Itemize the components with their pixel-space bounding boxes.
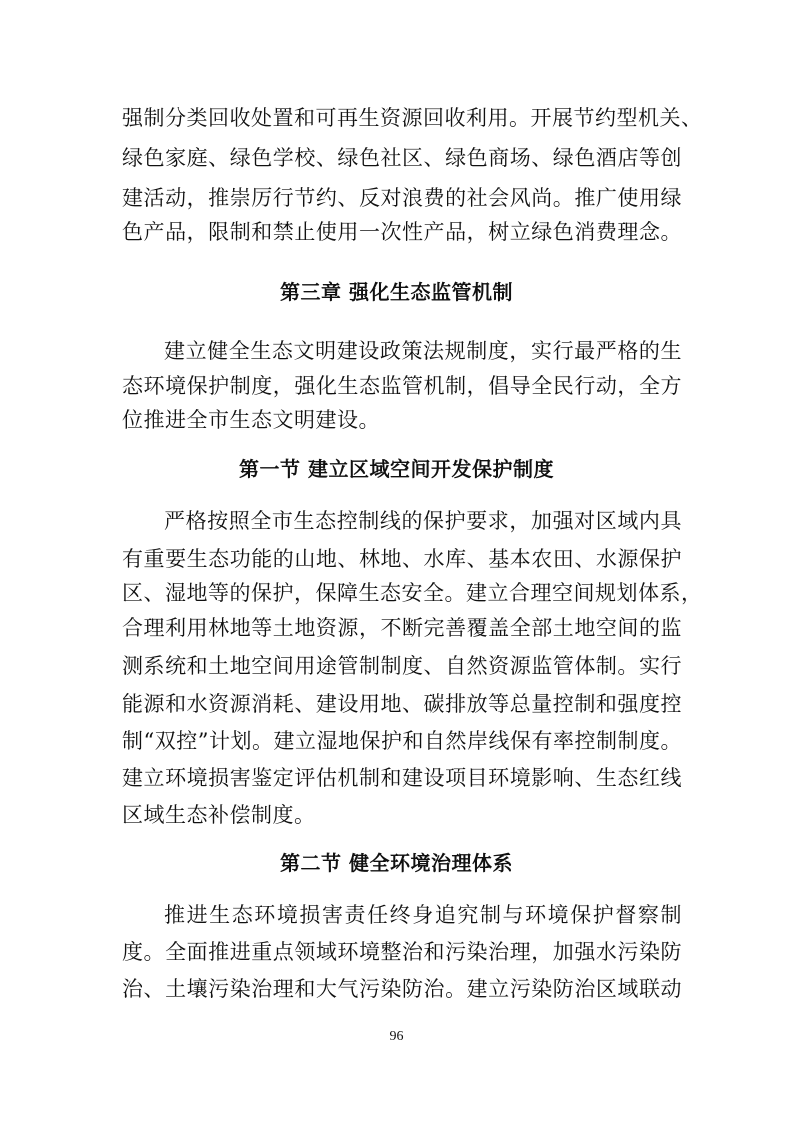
paragraph-1-line-3: 建活动，推崇厉行节约、反对浪费的社会风尚。推广使用绿	[122, 186, 682, 210]
paragraph-4-line-1: 推进生态环境损害责任终身追究制与环境保护督察制	[164, 903, 682, 927]
paragraph-1-line-2: 绿色家庭、绿色学校、绿色社区、绿色商场、绿色酒店等创	[122, 146, 682, 170]
paragraph-3-line-5: 测系统和土地空间用途管制制度、自然资源监管体制。实行	[122, 654, 682, 678]
paragraph-2-line-1: 建立健全生态文明建设政策法规制度，实行最严格的生	[164, 339, 682, 363]
paragraph-3-line-1: 严格按照全市生态控制线的保护要求，加强对区域内具	[164, 509, 682, 533]
section-2-heading: 第二节 健全环境治理体系	[280, 851, 513, 875]
paragraph-2-line-2: 态环境保护制度，强化生态监管机制，倡导全民行动，全方	[122, 374, 682, 398]
paragraph-1-line-4: 色产品，限制和禁止使用一次性产品，树立绿色消费理念。	[122, 220, 682, 244]
page-number: 96	[389, 1029, 404, 1044]
paragraph-4-line-2: 度。全面推进重点领域环境整治和污染治理，加强水污染防	[122, 940, 682, 964]
section-1-heading: 第一节 建立区域空间开发保护制度	[239, 457, 554, 481]
paragraph-3-line-4: 合理利用林地等土地资源，不断完善覆盖全部土地空间的监	[122, 616, 682, 640]
paragraph-3-line-8: 建立环境损害鉴定评估机制和建设项目环境影响、生态红线	[122, 766, 682, 790]
paragraph-3-line-6: 能源和水资源消耗、建设用地、碳排放等总量控制和强度控	[122, 692, 682, 716]
paragraph-3-line-7: 制“双控”计划。建立湿地保护和自然岸线保有率控制制度。	[122, 729, 682, 753]
paragraph-4-line-3: 治、土壤污染治理和大气污染防治。建立污染防治区域联动	[122, 977, 682, 1001]
paragraph-1-line-1: 强制分类回收处置和可再生资源回收利用。开展节约型机关、	[122, 106, 703, 130]
paragraph-2-line-3: 位推进全市生态文明建设。	[122, 408, 380, 432]
paragraph-3-line-2: 有重要生态功能的山地、林地、水库、基本农田、水源保护	[122, 547, 682, 571]
chapter-heading: 第三章 强化生态监管机制	[280, 280, 513, 304]
paragraph-3-line-9: 区域生态补偿制度。	[122, 803, 316, 827]
paragraph-3-line-3: 区、湿地等的保护，保障生态安全。建立合理空间规划体系，	[122, 581, 703, 605]
